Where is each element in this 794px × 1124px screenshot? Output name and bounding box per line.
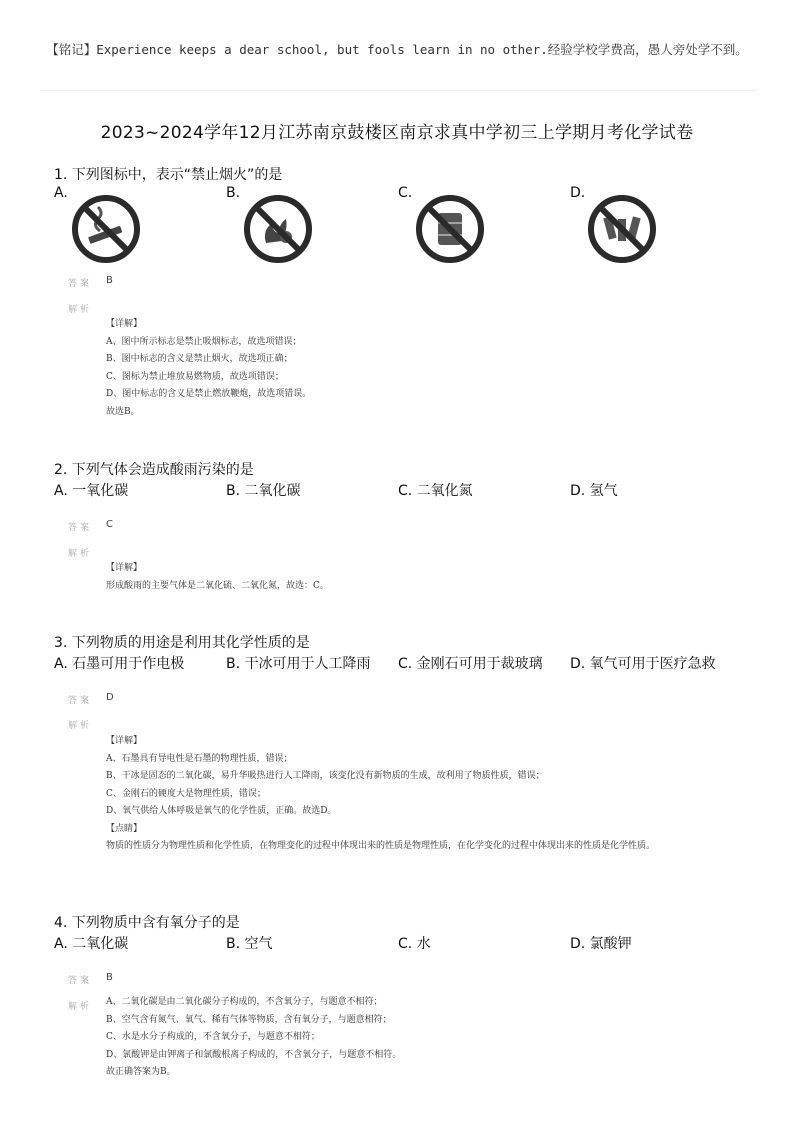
analysis-line: C、图标为禁止堆放易燃物质，故选项错误； <box>106 371 284 382</box>
analysis-body <box>106 316 736 421</box>
analysis-line: 故选B。 <box>106 406 140 417</box>
option-label: D. <box>570 185 586 201</box>
answer-label: 答案 <box>68 523 93 533</box>
header-motto: 【铭记】Experience keeps a dear school, but fools learn in no other.经验学校学费高，愚人旁处学不到。 <box>46 42 748 57</box>
analysis-line: A、石墨具有导电性是石墨的物理性质，错误； <box>106 753 293 764</box>
no-firecrackers-icon <box>586 193 658 265</box>
option-label: A. <box>54 185 68 201</box>
analysis-line: C、金刚石的硬度大是物理性质，错误； <box>106 788 266 799</box>
analysis-body <box>106 733 736 856</box>
question-3 <box>54 633 744 675</box>
analysis-line: 【详解】 <box>106 563 143 573</box>
analysis-line: B、空气含有氮气、氧气、稀有气体等物质，含有氧分子，与题意相符； <box>106 1014 392 1025</box>
analysis-line: B、图中标志的含义是禁止烟火，故选项正确； <box>106 354 293 364</box>
option-a: A. 二氧化碳 <box>54 936 129 952</box>
answer-label: 答案 <box>68 976 93 986</box>
answer-value: B <box>106 275 113 286</box>
answer-label: 答案 <box>68 279 93 289</box>
option-label: B. <box>226 185 241 201</box>
analysis-line: 【详解】 <box>106 736 143 746</box>
analysis-body <box>106 994 736 1082</box>
question-stem: 4. 下列物质中含有氧分子的是 <box>54 915 240 931</box>
analysis-label: 解析 <box>68 305 93 315</box>
analysis-label: 解析 <box>68 1002 93 1012</box>
question-stem: 1. 下列图标中，表示“禁止烟火”的是 <box>54 167 283 183</box>
option-c: C. 水 <box>398 936 431 952</box>
question-1 <box>54 165 744 255</box>
answer-value: B <box>106 972 113 983</box>
header-divider <box>40 90 756 91</box>
analysis-line: D、氯酸钾是由钾离子和氯酸根离子构成的，不含氧分子，与题意不相符。 <box>106 1049 402 1060</box>
analysis-line: 形成酸雨的主要气体是二氧化硫、二氧化氮，故选：C。 <box>106 580 329 591</box>
question-options <box>54 185 744 255</box>
option-d: D. 氢气 <box>570 483 618 499</box>
page-title: 2023~2024学年12月江苏南京鼓楼区南京求真中学初三上学期月考化学试卷 <box>100 123 694 143</box>
analysis-line: 【详解】 <box>106 319 143 329</box>
answer-value: D <box>106 692 114 703</box>
option-b: B. 二氧化碳 <box>226 483 301 499</box>
no-fireworks-icon <box>242 193 314 265</box>
question-stem: 2. 下列气体会造成酸雨污染的是 <box>54 462 254 478</box>
question-4 <box>54 913 744 955</box>
question-stem: 3. 下列物质的用途是利用其化学性质的是 <box>54 635 310 651</box>
option-b: B. 干冰可用于人工降雨 <box>226 656 371 672</box>
no-flammable-storage-icon <box>414 193 486 265</box>
option-b: B. 空气 <box>226 936 273 952</box>
answer-label: 答案 <box>68 696 93 706</box>
analysis-line: B、干冰是固态的二氧化碳，易升华吸热进行人工降雨，该变化没有新物质的生成，故利用了物质性质，错误； <box>106 771 545 781</box>
option-d: D. 氧气可用于医疗急救 <box>570 656 716 672</box>
analysis-line: A、图中所示标志是禁止吸烟标志，故选项错误； <box>106 336 302 347</box>
question-options <box>54 653 744 675</box>
analysis-line: 【点睛】 <box>106 823 143 834</box>
analysis-line: 故正确答案为B。 <box>106 1067 176 1077</box>
option-a: A. 石墨可用于作电极 <box>54 656 185 672</box>
option-c: C. 二氧化氮 <box>398 483 473 499</box>
analysis-line: 物质的性质分为物理性质和化学性质，在物理变化的过程中体现出来的性质是物理性质，在化学变化的过程中体现出来的性质是化学性质。 <box>106 841 656 851</box>
analysis-line: A、二氧化碳是由二氧化碳分子构成的，不含氧分子，与题意不相符； <box>106 997 383 1007</box>
analysis-line: D、图中标志的含义是禁止燃放鞭炮，故选项错误。 <box>106 389 312 399</box>
question-options <box>54 933 744 955</box>
analysis-label: 解析 <box>68 721 93 731</box>
question-options <box>54 480 744 502</box>
analysis-label: 解析 <box>68 549 93 559</box>
no-smoking-icon <box>70 193 142 265</box>
analysis-body <box>106 560 736 595</box>
option-label: C. <box>398 185 413 201</box>
option-a: A. 一氧化碳 <box>54 483 129 499</box>
question-2 <box>54 460 744 502</box>
answer-value: C <box>106 519 113 530</box>
option-c: C. 金刚石可用于裁玻璃 <box>398 656 543 672</box>
analysis-line: C、水是水分子构成的，不含氧分子，与题意不相符； <box>106 1032 320 1042</box>
analysis-line: D、氧气供给人体呼吸是氧气的化学性质，正确。故选D。 <box>106 806 337 816</box>
option-d: D. 氯酸钾 <box>570 936 632 952</box>
